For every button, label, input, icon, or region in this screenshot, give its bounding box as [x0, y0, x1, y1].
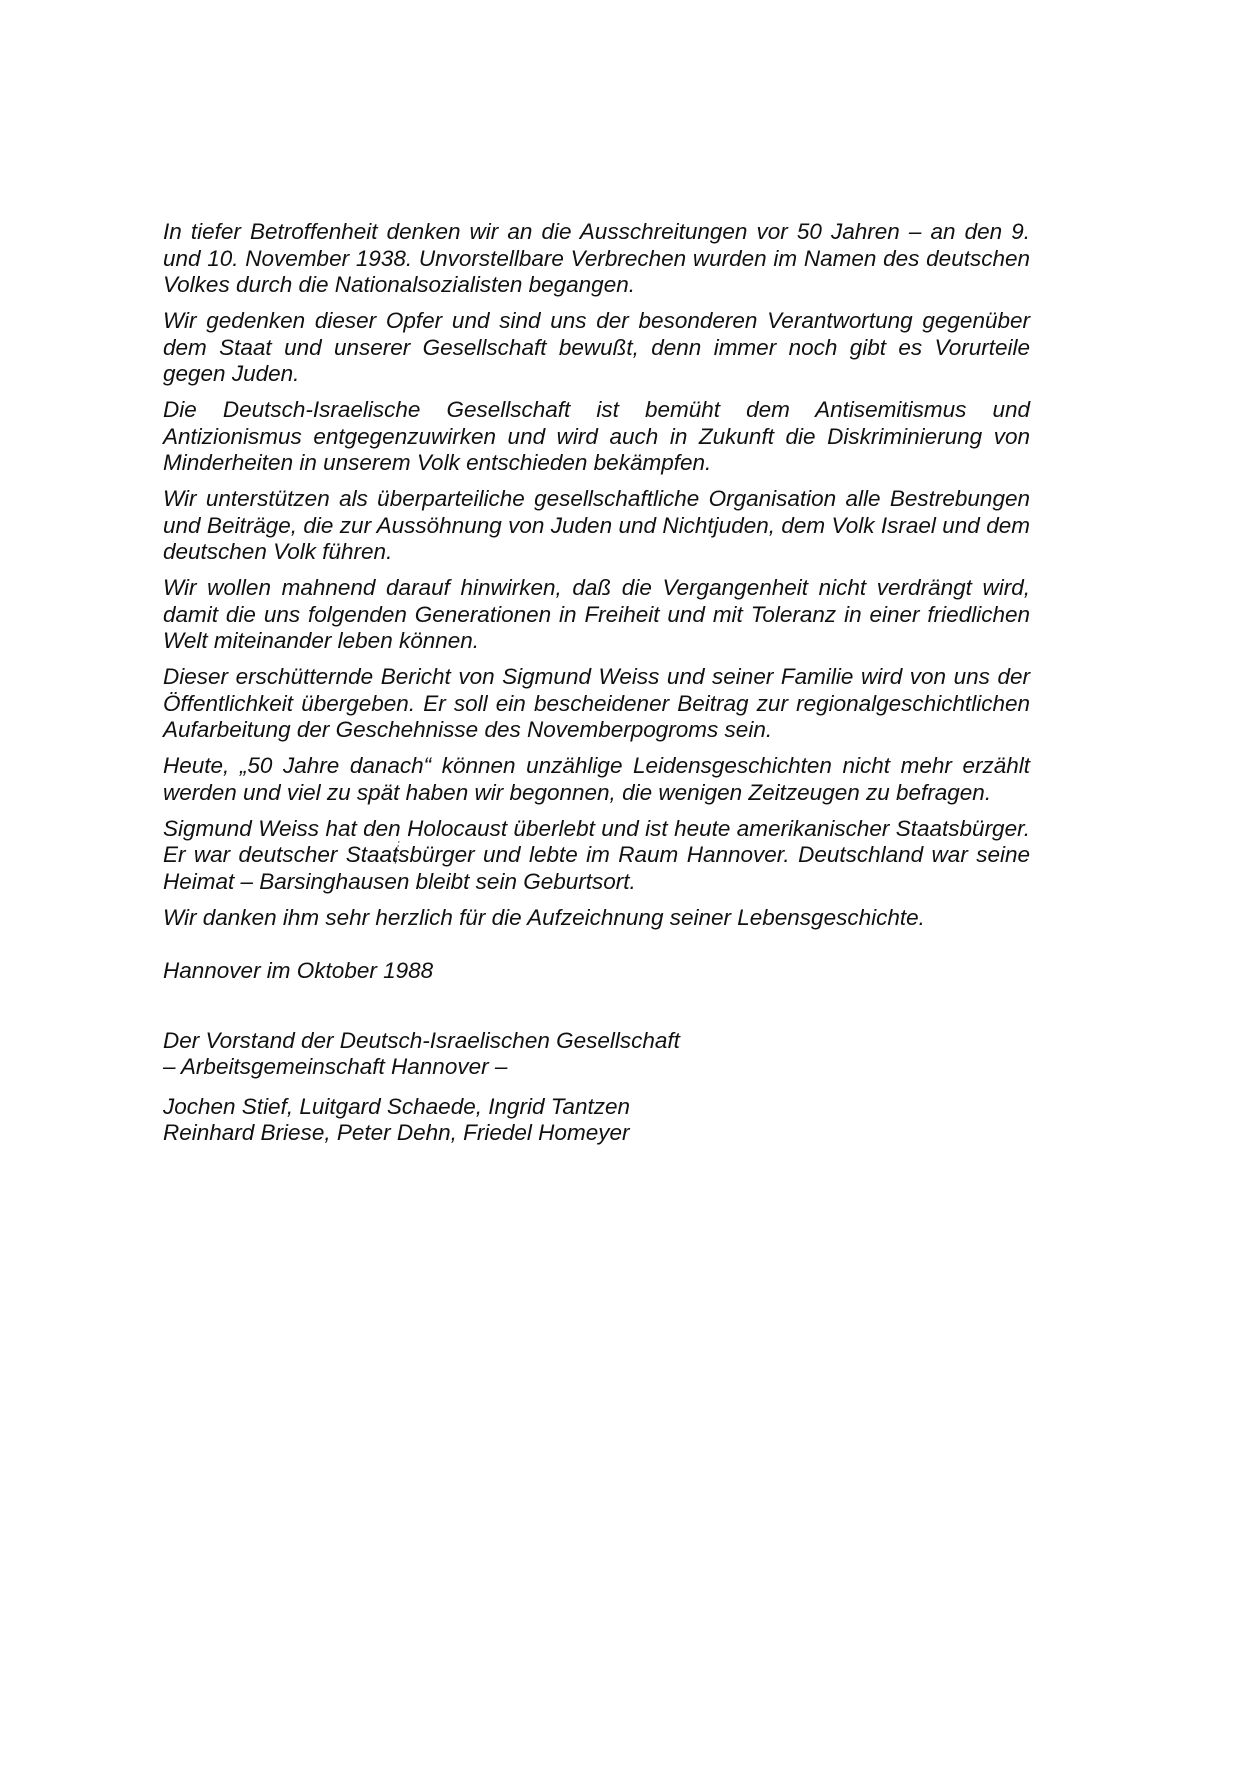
signatories-line-2: Reinhard Briese, Peter Dehn, Friedel Homeyer	[163, 1120, 630, 1145]
paragraph-commemoration: Wir gedenken dieser Opfer und sind uns der besonderen Verantwortung gegenüber dem Staat und unserer Gesellschaft bewußt, denn immer noch gibt es Vorurteile gegen Juden.	[163, 308, 1030, 386]
place-date: Hannover im Oktober 1988	[163, 958, 434, 983]
paragraph-admonition: Wir wollen mahnend darauf hinwirken, daß die Vergangenheit nicht verdrängt wird, damit die uns folgenden Generationen in Freiheit und mit Toleranz in einer friedlichen Welt miteinander leben können.	[163, 575, 1030, 653]
paragraph-fifty-years: Heute, „50 Jahre danach“ können unzählige Leidensgeschichten nicht mehr erzählt werden und viel zu spät haben wir begonnen, die wenigen Zeitzeugen zu befragen.	[163, 753, 1030, 805]
paragraph-thanks: Wir danken ihm sehr herzlich für die Aufzeichnung seiner Lebensgeschichte.	[163, 904, 925, 930]
paragraph-remembrance: In tiefer Betroffenheit denken wir an die Ausschreitungen vor 50 Jahren – an den 9. und 10. November 1938. Unvorstellbare Verbrechen wurden im Namen des deutschen Volkes durch die Nationalsozialisten begangen.	[163, 219, 1030, 297]
organization-block	[163, 1028, 1030, 1081]
letter-body	[163, 219, 1030, 1147]
paragraph-report: Dieser erschütternde Bericht von Sigmund Weiss und seiner Familie wird von uns der Öffentlichkeit übergeben. Er soll ein bescheidener Beitrag zur regionalgeschichtlichen Aufarbeitung der Geschehnisse des Novemberpogroms sein.	[163, 664, 1030, 742]
paragraph-survivor: Sigmund Weiss hat den Holocaust überlebt und ist heute amerikanischer Staatsbürger. Er war deutscher Staatsbürger und lebte im Raum Hannover. Deutschland war seine Heimat – Barsinghausen bleibt sein Geburtsort.	[163, 815, 1030, 894]
organization-branch: – Arbeitsgemeinschaft Hannover –	[163, 1054, 508, 1079]
paragraph-society-mission: Die Deutsch-Israelische Gesellschaft ist bemüht dem Antisemitismus und Antizionismus entgegenzuwirken und wird auch in Zukunft die Diskriminierung von Minderheiten in unserem Volk entschieden bekämpfen.	[163, 397, 1030, 475]
paragraph-support: Wir unterstützen als überparteiliche gesellschaftliche Organisation alle Bestrebungen und Beiträge, die zur Aussöhnung von Juden und Nichtjuden, dem Volk Israel und dem deutschen Volk führen.	[163, 486, 1030, 564]
signatories-block	[163, 1094, 1030, 1147]
pen-stroke-mark	[394, 840, 400, 866]
organization-name: Der Vorstand der Deutsch-Israelischen Gesellschaft	[163, 1027, 680, 1053]
signatories-line-1: Jochen Stief, Luitgard Schaede, Ingrid Tantzen	[163, 1093, 630, 1119]
